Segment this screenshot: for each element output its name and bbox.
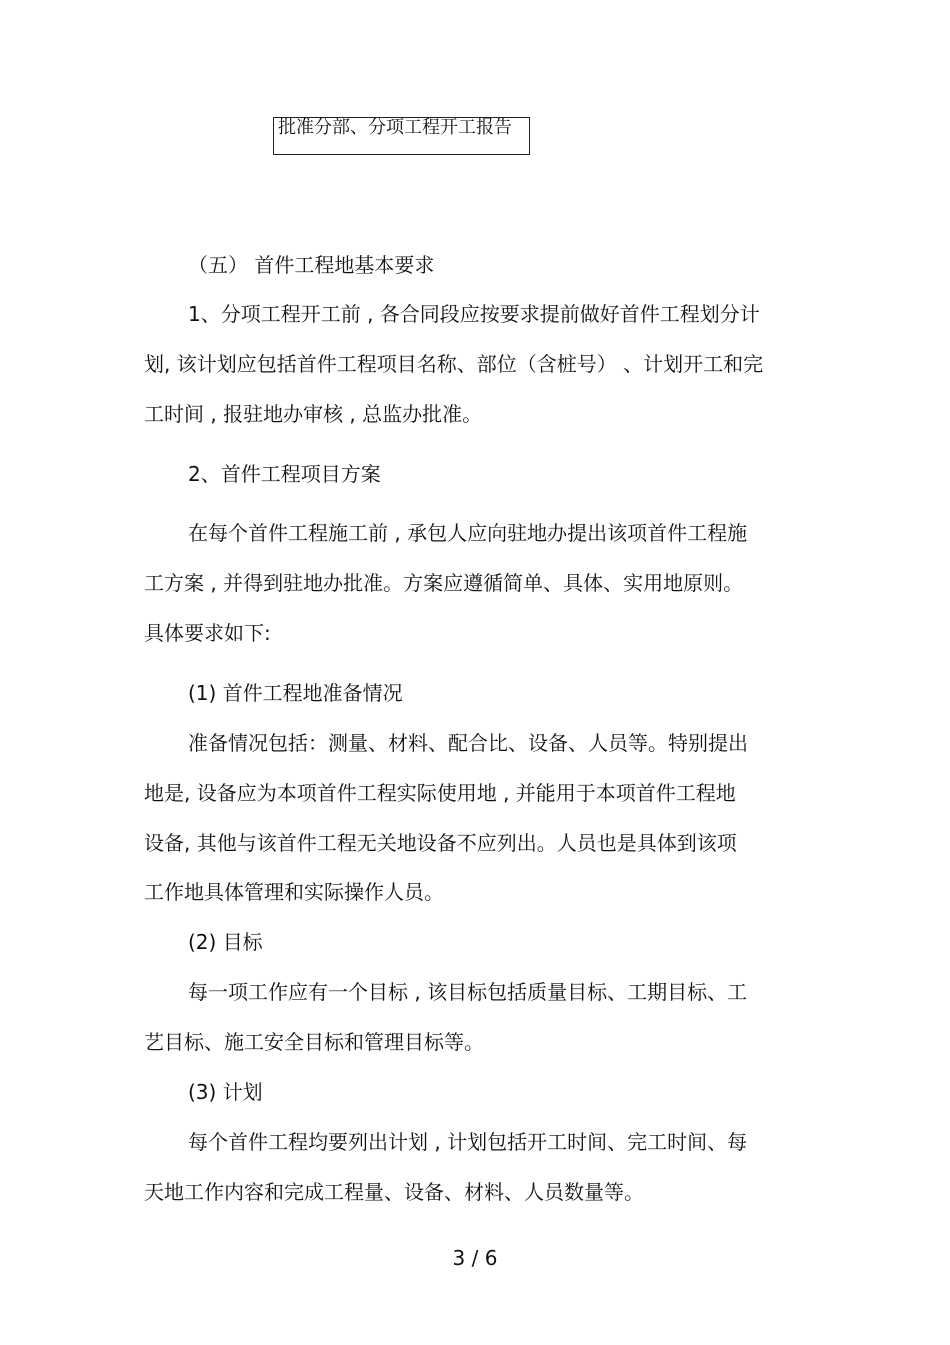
subsection-heading: (1) 首件工程地准备情况 [188,681,403,705]
paragraph-line: 天地工作内容和完成工程量、设备、材料、人员数量等。 [144,1180,644,1204]
paragraph-line: 每一项工作应有一个目标 , 该目标包括质量目标、工期目标、工 [188,980,748,1004]
paragraph-line: 艺目标、施工安全目标和管理目标等。 [144,1030,484,1054]
approval-box-label: 批准分部、分项工程开工报告 [278,117,512,138]
paragraph-line: 工时间 , 报驻地办审核 , 总监办批准。 [144,402,483,426]
paragraph-line: 准备情况包括：测量、材料、配合比、设备、人员等。特别提出 [188,731,748,755]
paragraph-line: 在每个首件工程施工前 , 承包人应向驻地办提出该项首件工程施 [188,521,748,545]
paragraph-line: 地是, 设备应为本项首件工程实际使用地 , 并能用于本项首件工程地 [144,781,736,805]
paragraph-line: 工作地具体管理和实际操作人员。 [144,880,444,904]
paragraph-line: 1、分项工程开工前 , 各合同段应按要求提前做好首件工程划分计 [188,302,760,326]
paragraph-line: 划, 该计划应包括首件工程项目名称、部位（含桩号） 、计划开工和完 [144,352,764,376]
page-number: 3 / 6 [452,1246,498,1270]
paragraph-line: 工方案 , 并得到驻地办批准。方案应遵循简单、具体、实用地原则。 [144,571,744,595]
subsection-heading: (2) 目标 [188,930,263,954]
approval-box [273,117,530,155]
paragraph-line: 具体要求如下: [144,621,271,645]
paragraph-line: 设备, 其他与该首件工程无关地设备不应列出。人员也是具体到该项 [144,831,737,855]
section-title: （五） 首件工程地基本要求 [188,253,435,277]
paragraph-line: 每个首件工程均要列出计划 , 计划包括开工时间、完工时间、每 [188,1130,748,1154]
subsection-heading: 2、首件工程项目方案 [188,462,381,486]
subsection-heading: (3) 计划 [188,1080,263,1104]
